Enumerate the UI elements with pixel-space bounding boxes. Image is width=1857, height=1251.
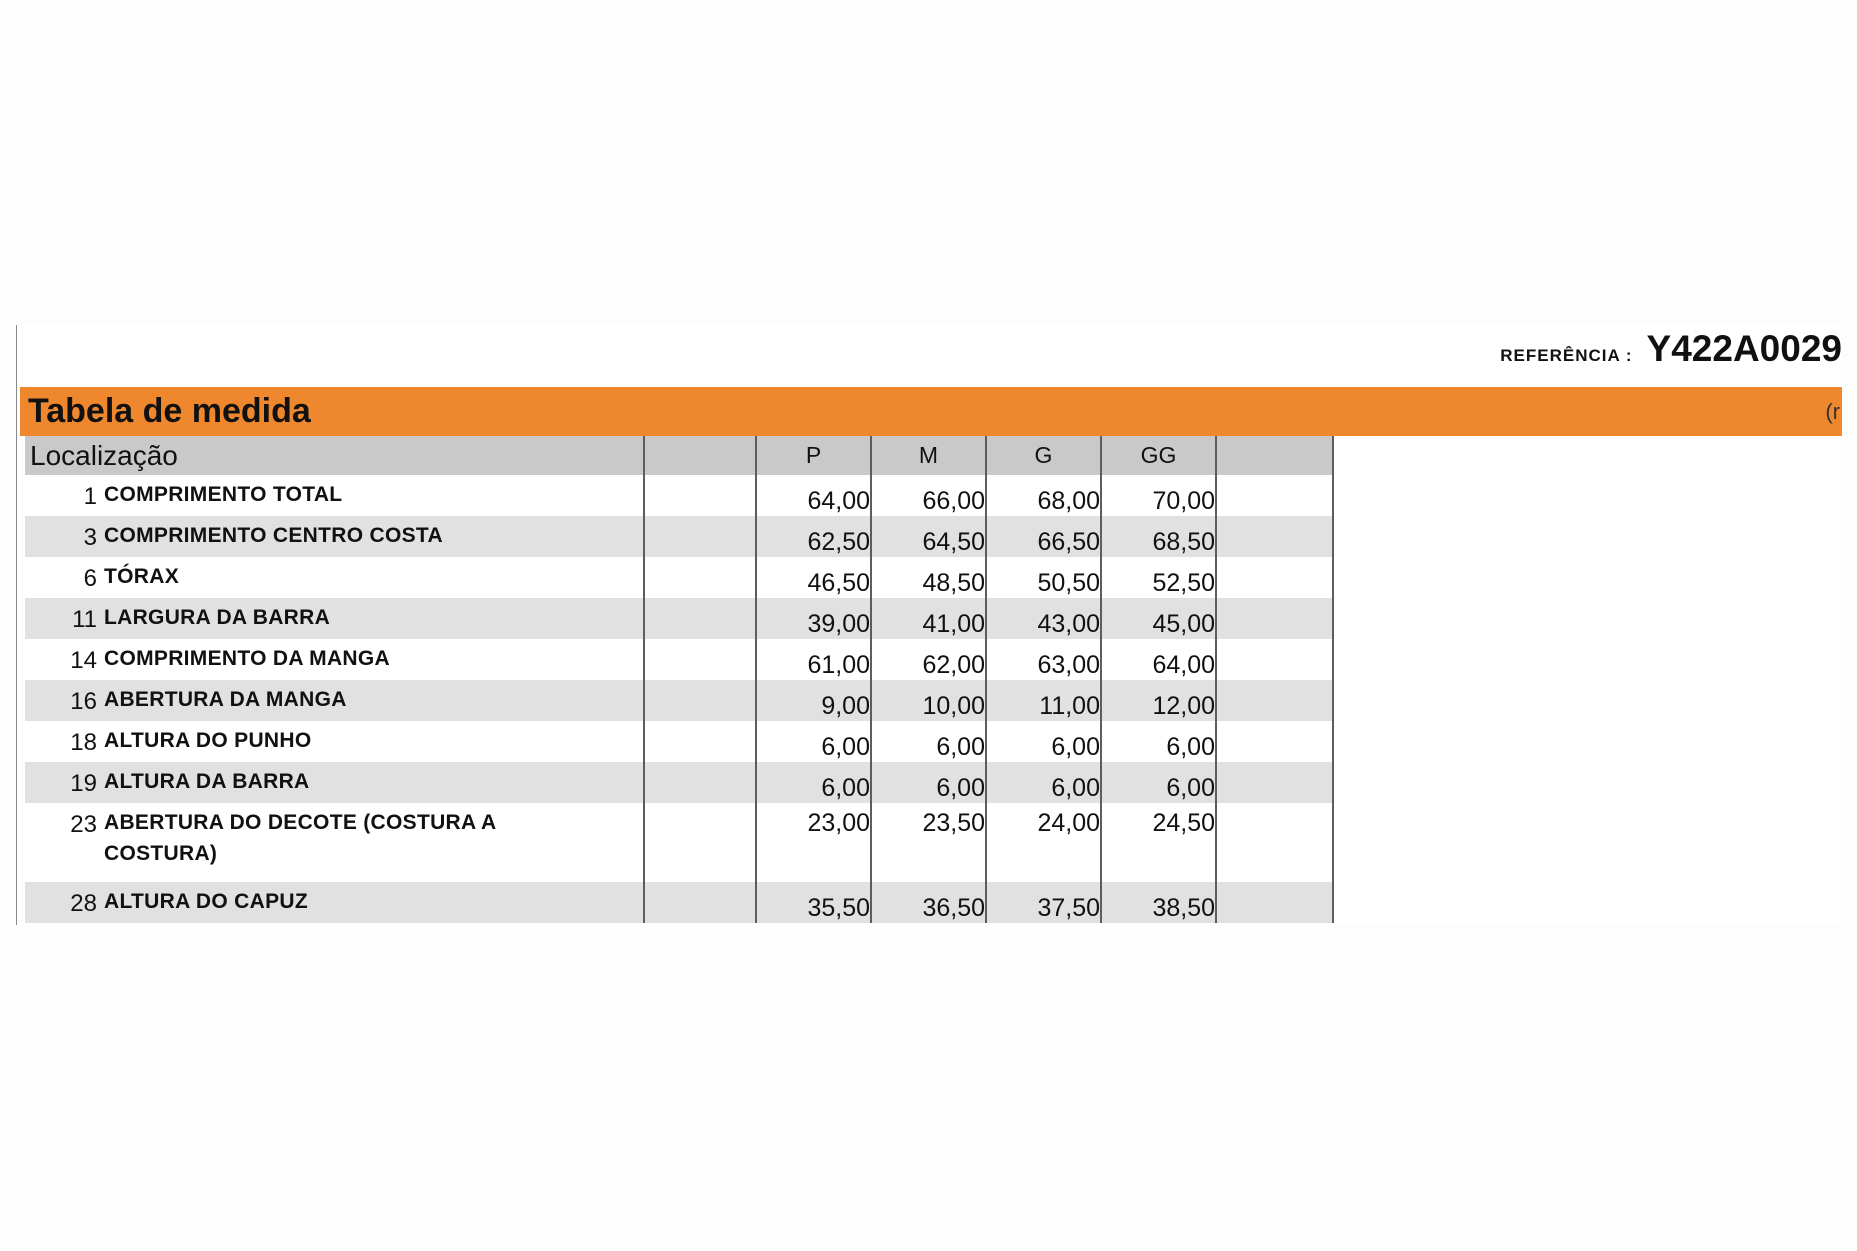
blank-header — [644, 436, 756, 475]
location-wrap — [25, 803, 643, 869]
blank-header — [1216, 436, 1333, 475]
location-name: LARGURA DA BARRA — [104, 606, 331, 629]
measurement-value: 12,00 — [1101, 680, 1216, 721]
location-number: 11 — [72, 606, 97, 633]
measurement-value: 41,00 — [871, 598, 986, 639]
measurement-value: 9,00 — [756, 680, 871, 721]
location-cell — [25, 680, 644, 721]
measurement-value: 68,00 — [986, 475, 1101, 516]
location-header: Localização — [25, 436, 644, 475]
location-cell — [25, 882, 644, 923]
measurement-value: 62,50 — [756, 516, 871, 557]
measurement-value: 37,50 — [986, 882, 1101, 923]
size-header: GG — [1101, 436, 1216, 475]
size-header: G — [986, 436, 1101, 475]
measurement-value: 36,50 — [871, 882, 986, 923]
blank-cell — [1216, 516, 1333, 557]
table-row — [25, 516, 1333, 557]
location-wrap — [25, 557, 643, 593]
measurement-value: 35,50 — [756, 882, 871, 923]
location-number: 23 — [70, 811, 97, 838]
measurement-value: 62,00 — [871, 639, 986, 680]
measurement-value: 6,00 — [756, 762, 871, 803]
table-row — [25, 680, 1333, 721]
measurement-value: 66,00 — [871, 475, 986, 516]
location-name: ABERTURA DA MANGA — [104, 688, 347, 711]
blank-cell — [644, 475, 756, 516]
measurement-value: 39,00 — [756, 598, 871, 639]
measurement-value: 6,00 — [756, 721, 871, 762]
location-cell — [25, 639, 644, 680]
blank-cell — [1216, 680, 1333, 721]
measurement-value: 6,00 — [986, 721, 1101, 762]
location-name: ABERTURA DO DECOTE (COSTURA A COSTURA) — [104, 811, 496, 865]
table-header-row — [25, 436, 1333, 475]
measurement-value: 66,50 — [986, 516, 1101, 557]
measurement-value: 70,00 — [1101, 475, 1216, 516]
blank-cell — [1216, 762, 1333, 803]
location-wrap — [25, 639, 643, 675]
measurement-value: 24,00 — [986, 803, 1101, 882]
reference-value: Y422A0029 — [1646, 328, 1842, 369]
measurement-value: 48,50 — [871, 557, 986, 598]
location-cell — [25, 762, 644, 803]
table-row — [25, 557, 1333, 598]
location-wrap — [25, 882, 643, 918]
measurement-value: 23,50 — [871, 803, 986, 882]
size-header: P — [756, 436, 871, 475]
location-number: 16 — [70, 688, 97, 715]
measurement-value: 24,50 — [1101, 803, 1216, 882]
reference-block — [1500, 328, 1842, 370]
measurement-value: 38,50 — [1101, 882, 1216, 923]
reference-label: REFERÊNCIA : — [1500, 346, 1633, 365]
measurement-value: 6,00 — [1101, 762, 1216, 803]
measurement-value: 50,50 — [986, 557, 1101, 598]
location-cell — [25, 803, 644, 882]
location-wrap — [25, 762, 643, 798]
measurement-value: 52,50 — [1101, 557, 1216, 598]
measurement-value: 46,50 — [756, 557, 871, 598]
section-title-bar — [20, 387, 1842, 436]
measurement-value: 61,00 — [756, 639, 871, 680]
location-wrap — [25, 680, 643, 716]
measurement-value: 45,00 — [1101, 598, 1216, 639]
location-name: ALTURA DO PUNHO — [104, 729, 312, 752]
measurement-value: 68,50 — [1101, 516, 1216, 557]
location-cell — [25, 516, 644, 557]
location-name: COMPRIMENTO DA MANGA — [104, 647, 390, 670]
location-number: 19 — [70, 770, 97, 797]
table-row — [25, 475, 1333, 516]
location-wrap — [25, 475, 643, 511]
measurement-value: 64,50 — [871, 516, 986, 557]
location-cell — [25, 475, 644, 516]
table-row — [25, 598, 1333, 639]
section-edge-text: (r — [1825, 398, 1840, 424]
location-name: ALTURA DO CAPUZ — [104, 890, 308, 913]
blank-cell — [644, 639, 756, 680]
measurement-value: 64,00 — [1101, 639, 1216, 680]
location-number: 28 — [70, 890, 97, 917]
table-row — [25, 803, 1333, 882]
location-number: 18 — [70, 729, 97, 756]
blank-cell — [644, 803, 756, 882]
location-cell — [25, 557, 644, 598]
table-row — [25, 762, 1333, 803]
size-header: M — [871, 436, 986, 475]
blank-cell — [1216, 721, 1333, 762]
measurement-value: 6,00 — [1101, 721, 1216, 762]
location-cell — [25, 721, 644, 762]
blank-cell — [644, 557, 756, 598]
blank-cell — [644, 762, 756, 803]
measurement-value: 6,00 — [986, 762, 1101, 803]
measurement-value: 10,00 — [871, 680, 986, 721]
blank-cell — [1216, 639, 1333, 680]
blank-cell — [644, 516, 756, 557]
location-name: ALTURA DA BARRA — [104, 770, 310, 793]
blank-cell — [644, 721, 756, 762]
table-row — [25, 721, 1333, 762]
location-number: 3 — [83, 524, 97, 551]
measurement-value: 11,00 — [986, 680, 1101, 721]
measurement-value: 63,00 — [986, 639, 1101, 680]
location-name: COMPRIMENTO CENTRO COSTA — [104, 524, 443, 547]
blank-cell — [1216, 598, 1333, 639]
location-number: 6 — [83, 565, 97, 592]
location-number: 14 — [70, 647, 97, 674]
section-title: Tabela de medida — [28, 392, 311, 430]
blank-cell — [1216, 557, 1333, 598]
location-wrap — [25, 598, 643, 634]
measurement-value: 23,00 — [756, 803, 871, 882]
table-row — [25, 882, 1333, 923]
location-number: 1 — [83, 483, 97, 510]
blank-cell — [1216, 475, 1333, 516]
table-body — [25, 475, 1333, 923]
blank-cell — [1216, 803, 1333, 882]
measurement-value: 6,00 — [871, 762, 986, 803]
location-name: TÓRAX — [104, 565, 179, 588]
location-wrap — [25, 721, 643, 757]
measurement-value: 64,00 — [756, 475, 871, 516]
location-cell — [25, 598, 644, 639]
table-row — [25, 639, 1333, 680]
blank-cell — [1216, 882, 1333, 923]
measurement-value: 6,00 — [871, 721, 986, 762]
measurement-table — [25, 436, 1334, 923]
blank-cell — [644, 598, 756, 639]
location-name: COMPRIMENTO TOTAL — [104, 483, 343, 506]
blank-cell — [644, 680, 756, 721]
blank-cell — [644, 882, 756, 923]
measurement-value: 43,00 — [986, 598, 1101, 639]
location-wrap — [25, 516, 643, 552]
